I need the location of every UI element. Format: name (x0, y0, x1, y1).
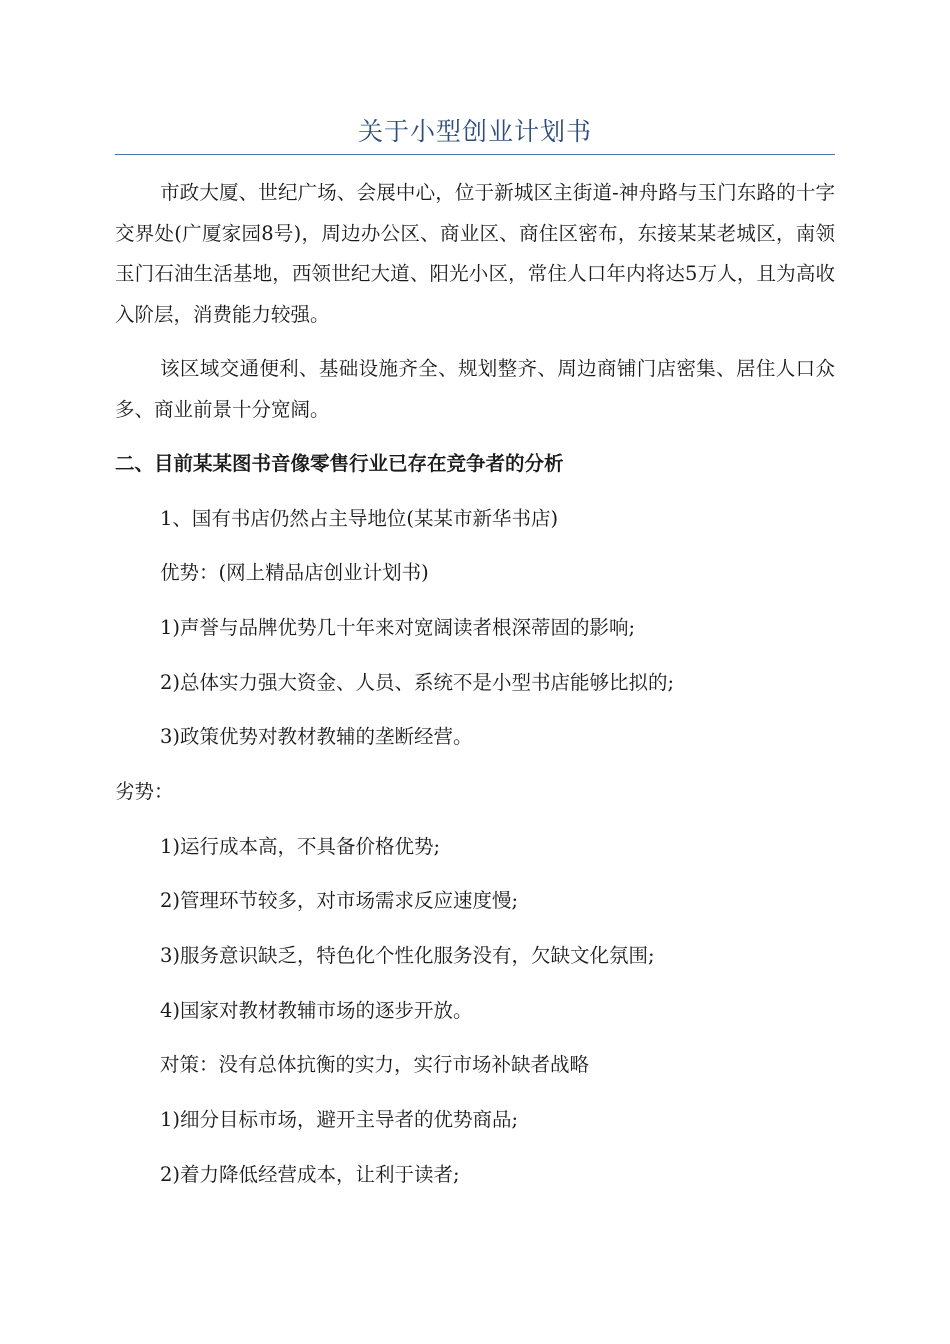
section-heading: 二、目前某某图书音像零售行业已存在竞争者的分析 (115, 452, 564, 475)
document-body (115, 173, 835, 1209)
advantages-label: 优势：(网上精品店创业计划书) (160, 561, 429, 585)
strategy-label: 对策：没有总体抗衡的实力，实行市场补缺者战略 (160, 1053, 590, 1077)
disadvantage-item: 3)服务意识缺乏，特色化个性化服务没有，欠缺文化氛围; (160, 944, 655, 967)
disadvantages-label: 劣势： (115, 779, 174, 803)
intro-paragraph-location: 市政大厦、世纪广场、会展中心，位于新城区主街道-神舟路与玉门东路的十字交界处(广厦家园8号)，周边办公区、商业区、商住区密布，东接某某老城区，南领玉门石油生活基地，西领世纪大道、阳光小区，常住人口年内将达5万人，且为高收入阶层，消费能力较强。 (115, 181, 835, 326)
disadvantage-item: 4)国家对教材教辅市场的逐步开放。 (160, 998, 473, 1022)
title-underline (115, 154, 835, 155)
advantage-item: 3)政策优势对教材教辅的垄断经营。 (160, 725, 473, 749)
advantage-item: 1)声誉与品牌优势几十年来对宽阔读者根深蒂固的影响; (160, 615, 636, 639)
competitor-item: 1、国有书店仍然占主导地位(某某市新华书店) (160, 506, 559, 530)
document-title: 关于小型创业计划书 (357, 117, 592, 146)
advantage-item: 2)总体实力强大资金、人员、系统不是小型书店能够比拟的; (160, 670, 675, 694)
disadvantage-item: 1)运行成本高，不具备价格优势; (160, 834, 441, 858)
strategy-item: 1)细分目标市场，避开主导者的优势商品; (160, 1108, 519, 1132)
intro-paragraph-area: 该区域交通便利、基础设施齐全、规划整齐、周边商铺门店密集、居住人口众多、商业前景十分宽阔。 (115, 357, 835, 421)
strategy-item: 2)着力降低经营成本，让利于读者; (160, 1162, 460, 1186)
disadvantage-item: 2)管理环节较多，对市场需求反应速度慢; (160, 889, 519, 913)
